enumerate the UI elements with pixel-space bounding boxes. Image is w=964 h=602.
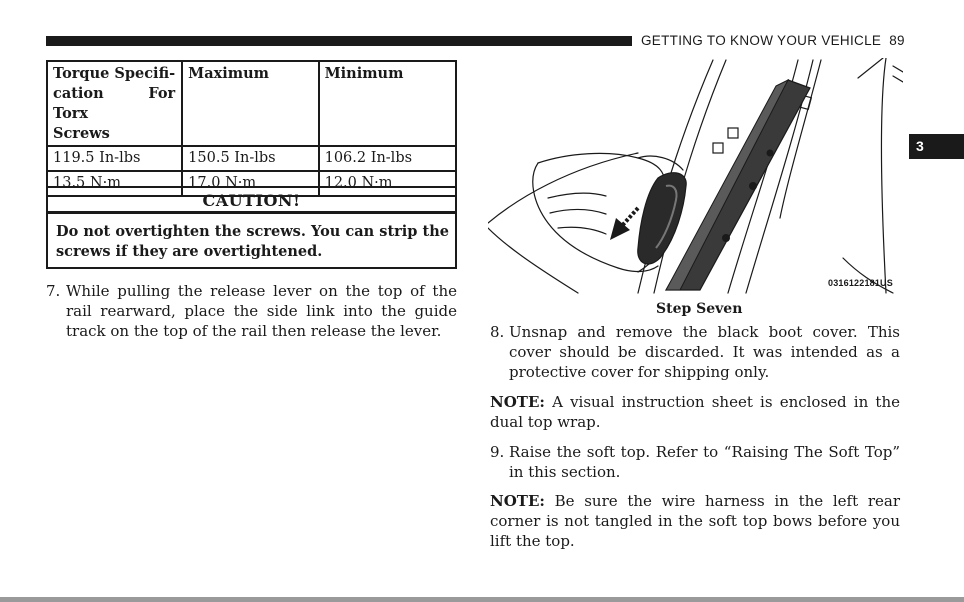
table-cell: 13.5 N·m <box>47 171 182 196</box>
step-8 <box>490 322 900 382</box>
note-label: NOTE: <box>490 492 545 510</box>
table-header-torque-spec: Torque Specifi- cation For Torx Screws <box>47 61 182 146</box>
note-1 <box>490 392 900 432</box>
note-label: NOTE: <box>490 393 545 411</box>
table-cell: 150.5 In-lbs <box>182 146 318 171</box>
caution-title: CAUTION! <box>48 188 455 214</box>
step-9 <box>490 442 900 482</box>
page-number: 89 <box>889 33 905 48</box>
running-header <box>641 33 905 48</box>
arrow-icon <box>610 208 638 240</box>
footer-rule <box>0 597 964 602</box>
caution-box <box>46 186 457 269</box>
table-cell: 106.2 In-lbs <box>319 146 456 171</box>
table-header-maximum: Maximum <box>182 61 318 146</box>
table-row <box>47 146 456 171</box>
caution-text: Do not overtighten the screws. You can strip the screws if they are overtightened. <box>56 223 449 260</box>
step-text: Raise the soft top. Refer to “Raising The Soft Top” in this section. <box>509 443 900 481</box>
table-cell: 12.0 N·m <box>319 171 456 196</box>
step-number: 7. <box>46 282 61 300</box>
table-cell: 119.5 In-lbs <box>47 146 182 171</box>
step-number: 9. <box>490 443 505 461</box>
step-text: Unsnap and remove the black boot cover. This cover should be discarded. It was intended as a protective cover for shipping only. <box>509 323 900 381</box>
table-header-row <box>47 61 456 146</box>
step-number: 8. <box>490 323 505 341</box>
header-rule <box>46 36 632 46</box>
note-text: A visual instruction sheet is enclosed in the dual top wrap. <box>490 393 900 431</box>
step-7 <box>46 281 457 341</box>
chapter-tab: 3 <box>909 134 964 159</box>
note-2 <box>490 491 900 551</box>
torque-spec-table <box>46 60 457 197</box>
figure-caption: Step Seven <box>656 301 743 317</box>
table-cell: 17.0 N·m <box>182 171 318 196</box>
section-title: GETTING TO KNOW YOUR VEHICLE <box>641 33 882 48</box>
note-text: Be sure the wire harness in the left rear corner is not tangled in the soft top bows before you lift the top. <box>490 492 900 550</box>
figure-id: 0316122181US <box>828 278 893 288</box>
step-text: While pulling the release lever on the top of the rail rearward, place the side link into the guide track on the top of the rail then release the lever. <box>66 282 457 340</box>
table-header-minimum: Minimum <box>319 61 456 146</box>
step-seven-illustration <box>488 58 903 298</box>
